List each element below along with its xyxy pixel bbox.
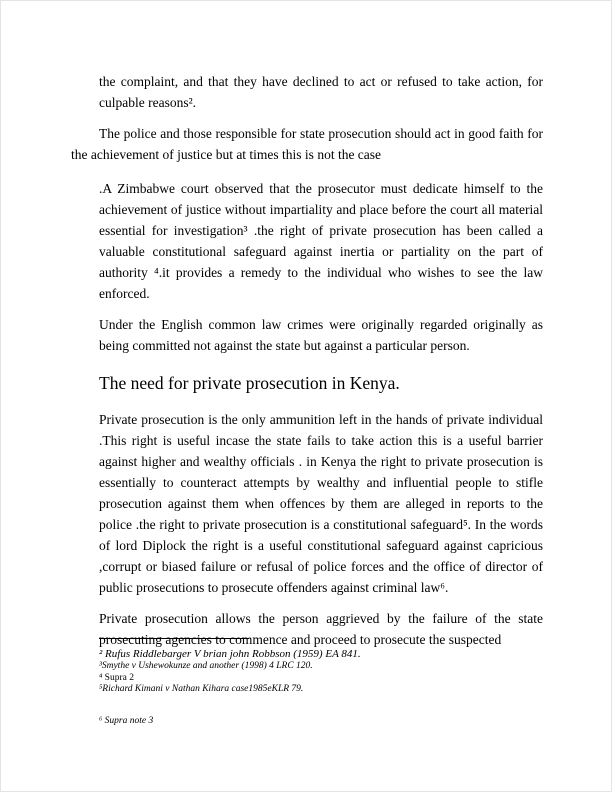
paragraph-police-good-faith: The police and those responsible for state prosecution should act in good faith for the achievement of justice but at times this is not the case bbox=[71, 126, 543, 162]
footnotes bbox=[99, 638, 543, 727]
section-heading: The need for private prosecution in Kenya. bbox=[99, 373, 400, 393]
paragraph-english-common-law: Under the English common law crimes were originally regarded originally as being committed not against the state but against a particular person. bbox=[99, 317, 543, 353]
footnote-4: ⁴ Supra 2 bbox=[99, 672, 134, 683]
footnote-separator bbox=[99, 638, 249, 639]
paragraph-zimbabwe-court: .A Zimbabwe court observed that the prosecutor must dedicate himself to the achievement of justice without impartiality and place before the court all material essential for investigation³ .the right of private prosecution has been called a valuable constitutional safeguard against inertia or partiality on the part of authority ⁴.it provides a remedy to the individual who wishes to see the law enforced. bbox=[99, 181, 543, 301]
page-body bbox=[71, 71, 543, 660]
paragraph-private-prosecution-allows: Private prosecution allows the person aggrieved by the failure of the state prosecuting agencies to commence and proceed to prosecute the suspected bbox=[99, 611, 543, 647]
footnote-2: ² Rufus Riddlebarger V brian john Robbson (1959) EA 841. bbox=[99, 648, 361, 660]
paragraph-continuation: the complaint, and that they have declined to act or refused to take action, for culpable reasons². bbox=[99, 74, 543, 110]
footnote-5: ⁵Richard Kimani v Nathan Kihara case1985eKLR 79. bbox=[99, 684, 304, 694]
footnote-3: ³Smythe v Ushewokunze and another (1998) 4 LRC 120. bbox=[99, 661, 313, 671]
footnote-6: ⁶ Supra note 3 bbox=[99, 715, 154, 726]
paragraph-private-prosecution-kenya: Private prosecution is the only ammunition left in the hands of private individual .This right is useful incase the state fails to take action this is a useful barrier against higher and wealthy officials . in Kenya the right to private prosecution is essentially to counteract attempts by wealthy and influential people to stifle prosecution against them when offences by them are alleged in reports to the police .the right to private prosecution is a constitutional safeguard⁵. In the words of lord Diplock the right is a useful constitutional safeguard against capricious ,corrupt or biased failure or refusal of police forces and the office of director of public prosecutions to prosecute offenders against criminal law⁶. bbox=[99, 412, 543, 595]
